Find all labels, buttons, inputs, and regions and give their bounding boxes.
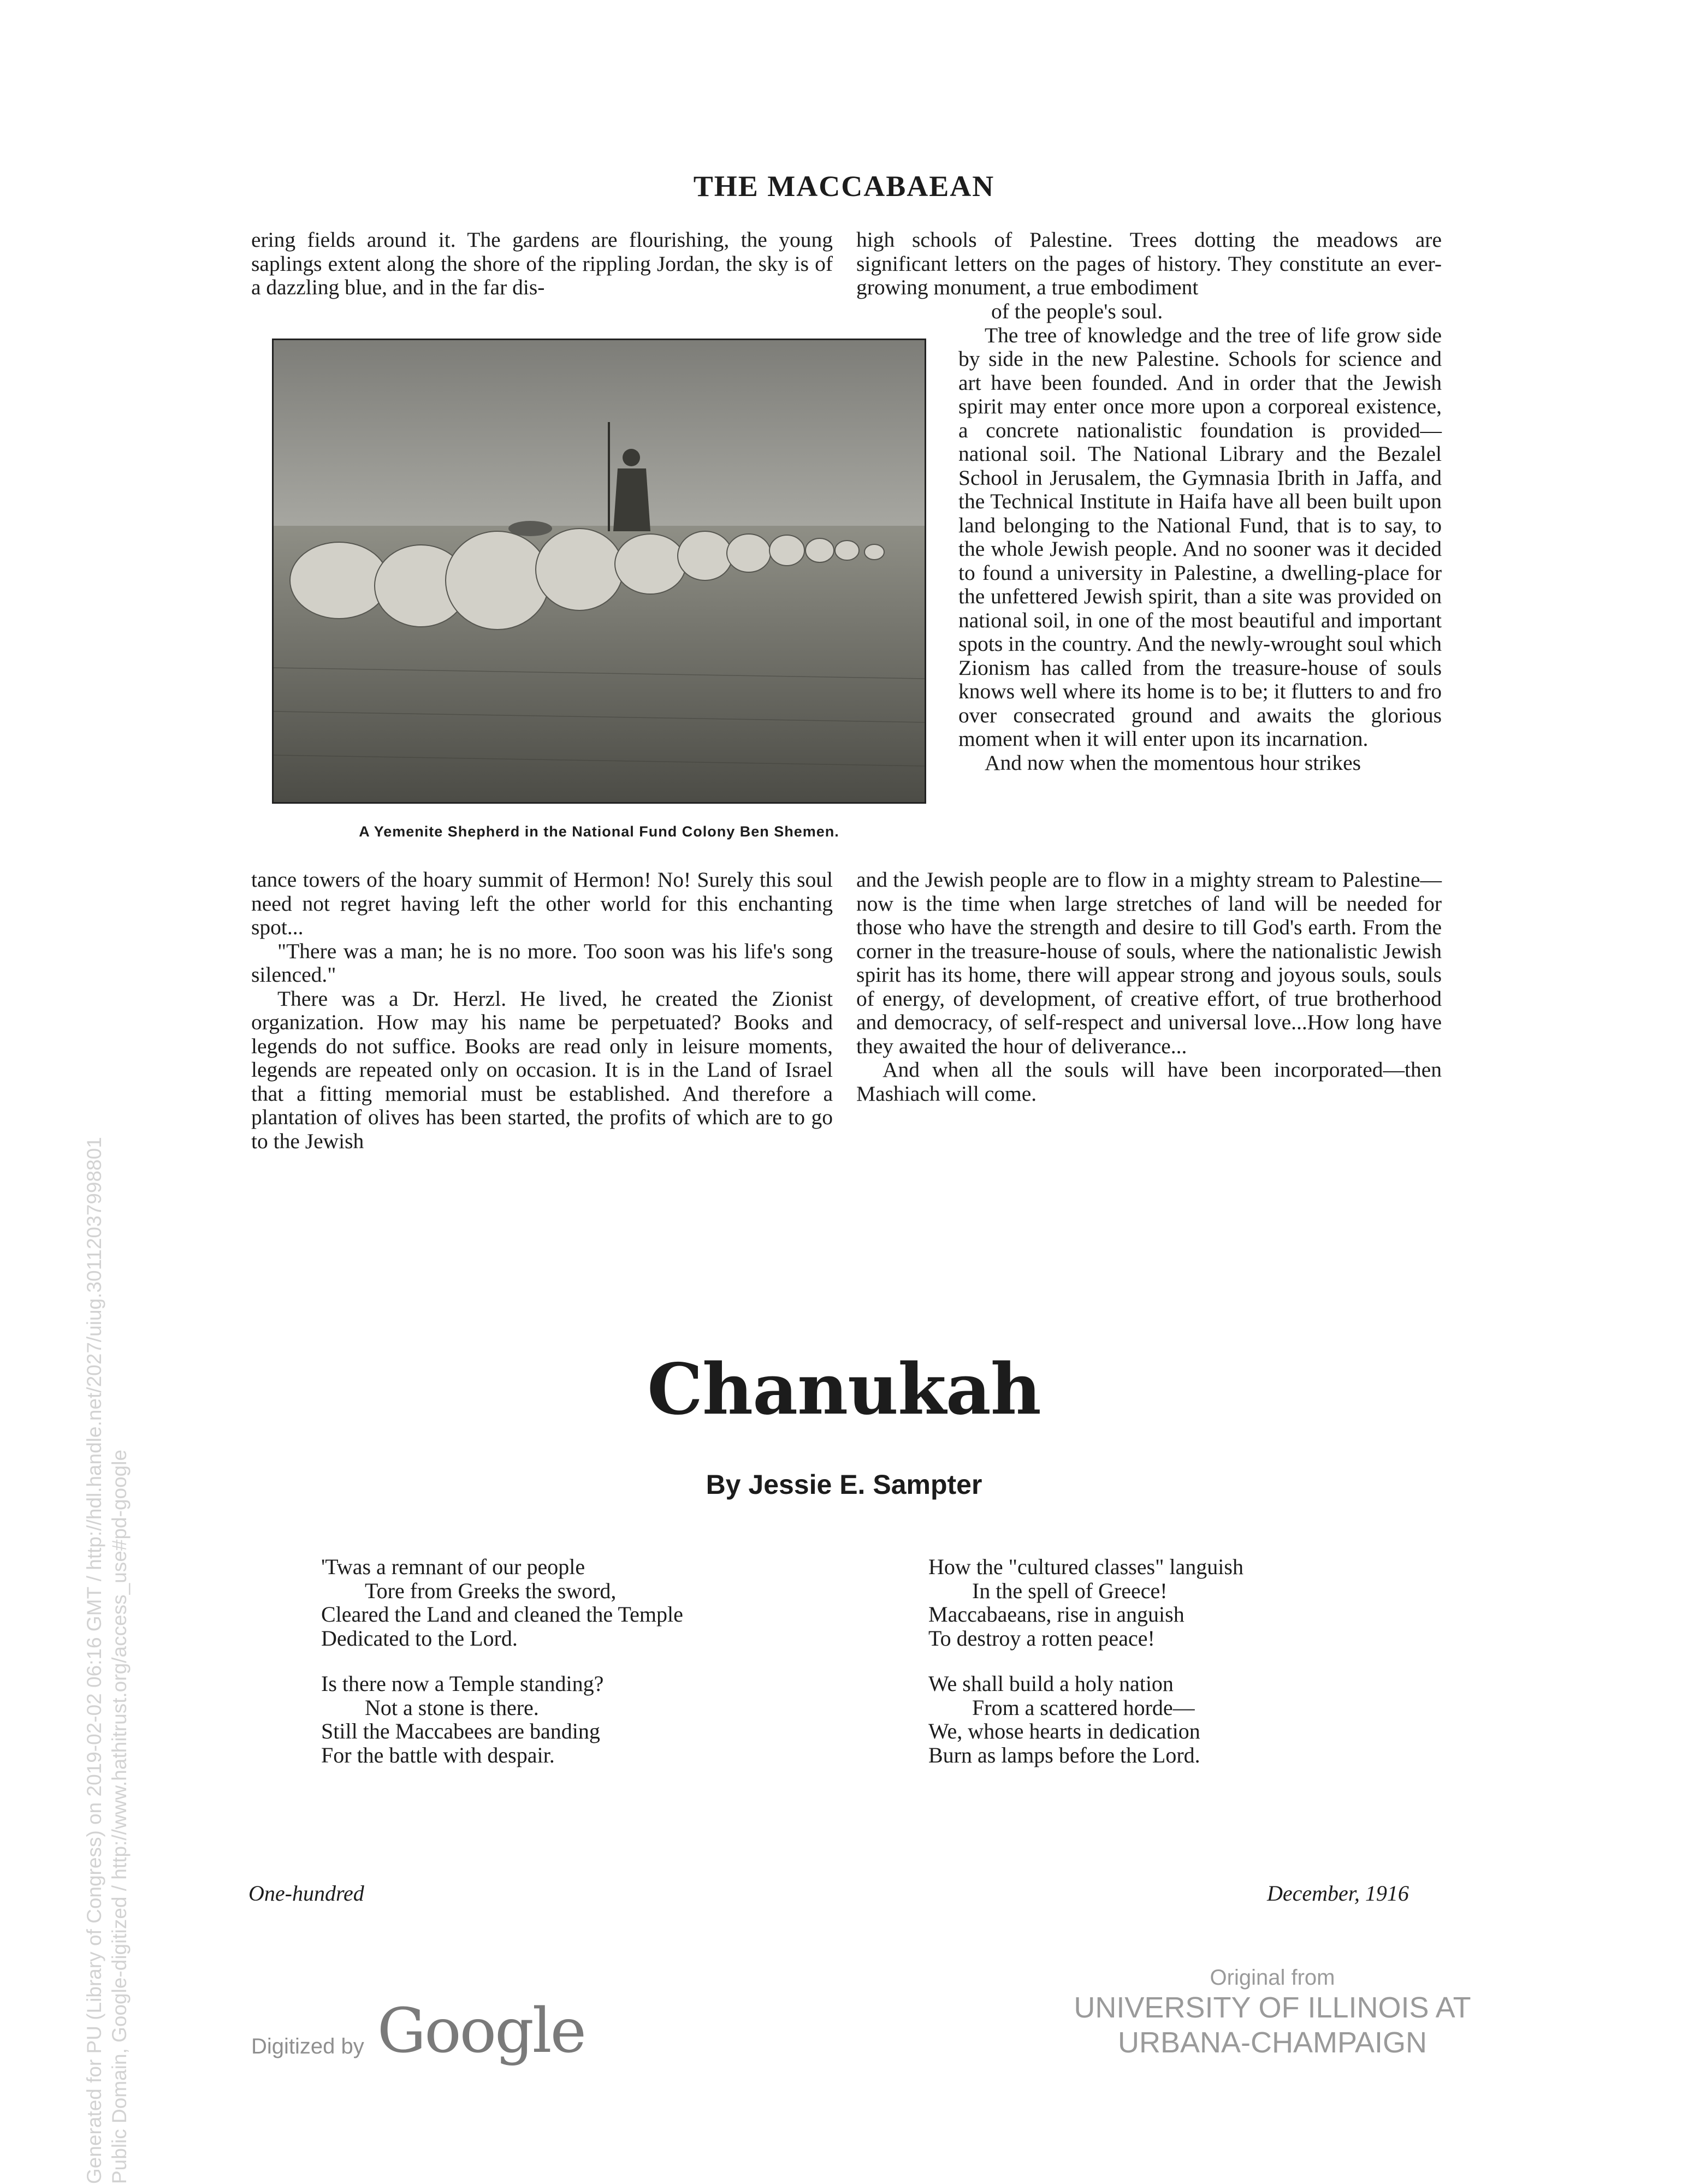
paragraph: "There was a man; he is no more. Too soon was his life's song silenced." (251, 939, 833, 987)
narrow-right-column (958, 300, 1442, 775)
running-head: THE MACCABAEAN (693, 170, 995, 203)
poem-line: We shall build a holy nation (928, 1671, 1174, 1696)
poem-line: Tore from Greeks the sword, (365, 1578, 617, 1603)
top-right-column (856, 228, 1442, 300)
paragraph: The tree of knowledge and the tree of life grow side by side in the new Palestine. Schools for science and art have been founded. And in order that the Jewish spirit may enter once more upon a corporeal existence, a concrete nationalistic foundation is provided—national soil. The National Library and the Bezalel School in Jerusalem, the Gymnasia Ibrith in Jaffa, and the Technical Institute in Haifa have all been built upon land belonging to the National Fund, that is to say, to the whole Jewish people. And no sooner was it decided to found a university in Palestine, a dwelling-place for the unfettered Jewish spirit, than a site was provided on national soil, in one of the most beautiful and important spots in the country. And the newly-wrought soul which Zionism has called from the treasure-house of souls knows well where its home is to be; it flutters to and fro over consecrated ground and awaits the glorious moment when it will enter upon its incarnation. (958, 323, 1442, 751)
photo-caption: A Yemenite Shepherd in the National Fund Colony Ben Shemen. (359, 823, 839, 840)
poem-stanza (321, 1672, 603, 1767)
institution-line: URBANA-CHAMPAIGN (1117, 2026, 1428, 2059)
poem-stanza (928, 1555, 1243, 1650)
poem-line: How the "cultured classes" languish (928, 1554, 1243, 1579)
google-logo: Google (377, 1996, 585, 2067)
original-from-label: Original from (1210, 1966, 1335, 1990)
top-left-column (251, 228, 833, 300)
paragraph: And now when the momentous hour strikes (985, 750, 1361, 775)
poem-line: To destroy a rotten peace! (928, 1625, 1155, 1651)
paragraph: of the people's soul. (991, 299, 1163, 323)
original-from-watermark (1054, 1966, 1491, 2060)
paragraph: ering fields around it. The gardens are flourishing, the young saplings extent along the shore of the rippling Jordan, the sky is of a dazzling blue, and in the far dis- (251, 228, 833, 299)
poem-line: From a scattered horde— (972, 1695, 1195, 1720)
digitized-by-label: Digitized by (251, 2034, 364, 2058)
poem-line: Dedicated to the Lord. (321, 1625, 518, 1651)
poem-line: For the battle with despair. (321, 1742, 555, 1767)
poem-line: Maccabaeans, rise in anguish (928, 1602, 1184, 1627)
digitized-by-google-watermark (251, 1996, 585, 2067)
poem-stanza (928, 1672, 1200, 1767)
paragraph: And when all the souls will have been incorporated—then Mashiach will come. (856, 1058, 1442, 1106)
poem-line: We, whose hearts in dedication (928, 1719, 1200, 1743)
paragraph: There was a Dr. Herzl. He lived, he created the Zionist organization. How may his name be perpetuated? Books and legends do not suffice. Books are read only in leisure moments, legends are repeated only on occasion. It is in the Land of Israel that a fitting memorial must be established. And therefore a plantation of olives has been started, the profits of which are to go to the Jewish (251, 986, 833, 1153)
poem-line: Burn as lamps before the Lord. (928, 1742, 1200, 1767)
poem-stanza (321, 1555, 683, 1650)
poem-line: Not a stone is there. (365, 1695, 539, 1720)
poem-title: Chanukah (647, 1349, 1041, 1431)
poem-byline: By Jessie E. Sampter (706, 1469, 982, 1500)
photo-yemenite-shepherd (272, 339, 926, 804)
paragraph: and the Jewish people are to flow in a mighty stream to Palestine—now is the time when large stretches of land will be needed for those who have the strength and desire to till God's earth. From the corner in the treasure-house of souls, where the nationalistic Jewish spirit has its home, there will appear strong and joyous souls, souls of energy, of development, of creative effort, of true brotherhood and democracy, of self-respect and universal love...How long have they awaited the hour of deliverance... (856, 868, 1442, 1058)
poem-line: Cleared the Land and cleaned the Temple (321, 1602, 683, 1627)
bottom-right-column (856, 868, 1442, 1106)
poem-line: Still the Maccabees are banding (321, 1719, 600, 1743)
shepherd-photo-image (274, 340, 925, 802)
page-label: One-hundred (248, 1881, 364, 1906)
generation-notice (82, 1137, 132, 2184)
poem-line: Is there now a Temple standing? (321, 1671, 604, 1696)
generation-notice-line: Generated for PU (Library of Congress) on 2019-02-02 06:16 GMT / http://hdl.handle.net/2027/uiug.30112037998801 (83, 1137, 105, 2184)
generation-notice-line: Public Domain, Google-digitized / http://www.hathitrust.org/access_use#pd-google (108, 1449, 131, 2184)
paragraph: tance towers of the hoary summit of Hermon! No! Surely this soul need not regret having left the other world for this enchanting spot... (251, 868, 833, 939)
paragraph: high schools of Palestine. Trees dotting the meadows are significant letters on the pages of history. They constitute an ever-growing monument, a true embodiment (856, 228, 1442, 299)
bottom-left-column (251, 868, 833, 1153)
poem-line: 'Twas a remnant of our people (321, 1554, 585, 1579)
issue-date: December, 1916 (1267, 1881, 1409, 1906)
poem-line: In the spell of Greece! (972, 1578, 1168, 1603)
institution-line: UNIVERSITY OF ILLINOIS AT (1074, 1991, 1471, 2024)
